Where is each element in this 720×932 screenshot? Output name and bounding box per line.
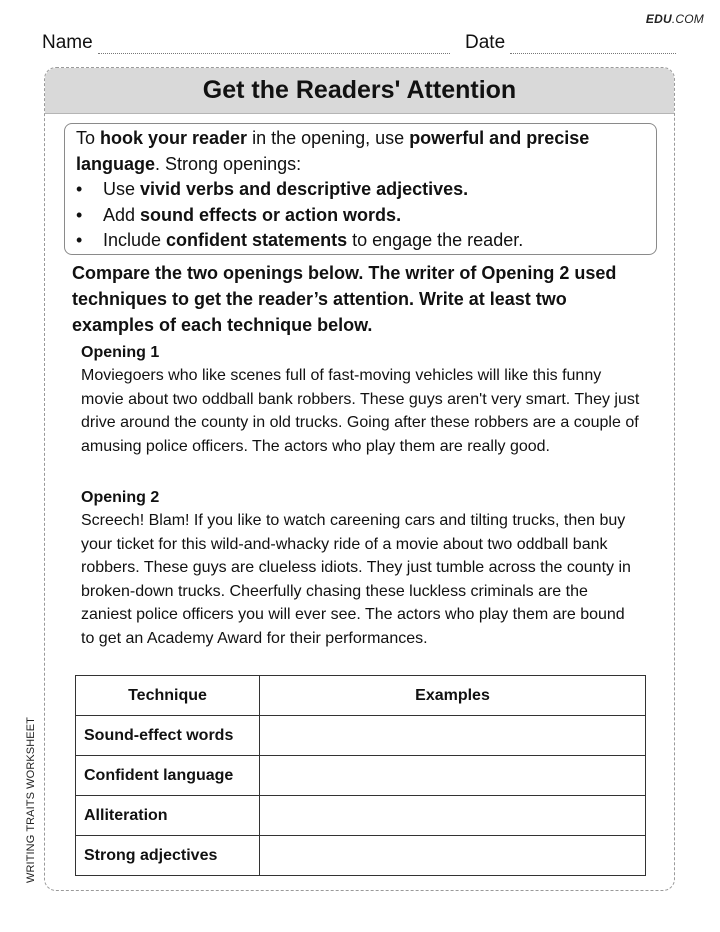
emphasis-text: powerful and precise language xyxy=(76,128,590,174)
technique-cell: Confident language xyxy=(76,756,260,796)
name-date-row xyxy=(42,32,676,56)
opening-2 xyxy=(81,487,641,650)
text-segment: to engage the reader. xyxy=(347,230,524,250)
emphasis-text: hook your reader xyxy=(100,128,248,148)
table-row xyxy=(76,756,646,796)
tip-bullet-item xyxy=(76,203,646,229)
tip-bullet-list xyxy=(76,177,646,254)
table-row xyxy=(76,796,646,836)
table-row xyxy=(76,836,646,876)
opening-1-text: Moviegoers who like scenes full of fast-moving vehicles will like this funny movie about two oddball bank robbers. These guys aren't very smart. They just drive around the county in old trucks. Going after these robbers are a couple of amusing police officers. The actors who play them are really good. xyxy=(81,367,640,455)
column-header-examples: Examples xyxy=(260,676,646,716)
worksheet-frame xyxy=(44,67,675,891)
technique-table xyxy=(75,675,646,876)
text-segment: Add xyxy=(103,204,141,225)
brand-logo-suffix: .COM xyxy=(671,12,704,26)
technique-cell: Sound-effect words xyxy=(76,716,260,756)
text-segment: To xyxy=(76,128,101,148)
date-field[interactable] xyxy=(510,53,676,54)
bullet-icon: • xyxy=(76,230,83,250)
instructions: Compare the two openings below. The writer of Opening 2 used techniques to get the reader’s attention. Write at least two examples of each technique below. xyxy=(72,263,617,335)
column-header-technique: Technique xyxy=(76,676,260,716)
tip-intro xyxy=(76,126,646,177)
bullet-icon: • xyxy=(76,179,83,199)
table-header-row xyxy=(76,676,646,716)
tip-bullet-item xyxy=(76,228,646,254)
opening-2-text: Screech! Blam! If you like to watch careening cars and tilting trucks, then buy your ticket for this wild-and-whacky ride of a movie about two oddball bank robbers. These guys are clueless idiots. They just tumble across the county in broken-down trucks. Cheerfully chasing these luckless criminals are the zaniest police officers you will ever see. The actors who play them are bound to get an Academy Award for their performances. xyxy=(81,512,631,647)
date-label: Date xyxy=(465,32,506,53)
worksheet-title: Get the Readers' Attention xyxy=(45,68,674,114)
text-segment: in the opening, use xyxy=(247,128,410,148)
name-label: Name xyxy=(42,32,93,53)
name-field[interactable] xyxy=(98,53,450,54)
examples-cell[interactable] xyxy=(260,796,646,836)
text-segment: . Strong openings: xyxy=(155,153,302,174)
examples-cell[interactable] xyxy=(260,836,646,876)
emphasis-text: vivid verbs and descriptive adjectives. xyxy=(140,179,469,199)
tip-bullet-item xyxy=(76,177,646,203)
emphasis-text: confident statements xyxy=(166,230,348,250)
technique-cell: Alliteration xyxy=(76,796,260,836)
text-segment: Use xyxy=(103,179,141,199)
opening-2-heading: Opening 2 xyxy=(81,489,160,506)
examples-cell[interactable] xyxy=(260,716,646,756)
bullet-icon: • xyxy=(76,204,83,225)
opening-1 xyxy=(81,342,641,458)
brand-logo xyxy=(646,12,704,26)
side-label: WRITING TRAITS WORKSHEET xyxy=(25,717,37,883)
technique-cell: Strong adjectives xyxy=(76,836,260,876)
opening-1-heading: Opening 1 xyxy=(81,344,160,361)
table-row xyxy=(76,716,646,756)
emphasis-text: sound effects or action words. xyxy=(140,204,402,225)
text-segment: Include xyxy=(103,230,167,250)
tip-box xyxy=(64,123,657,255)
brand-logo-bold: EDU xyxy=(645,12,672,26)
examples-cell[interactable] xyxy=(260,756,646,796)
